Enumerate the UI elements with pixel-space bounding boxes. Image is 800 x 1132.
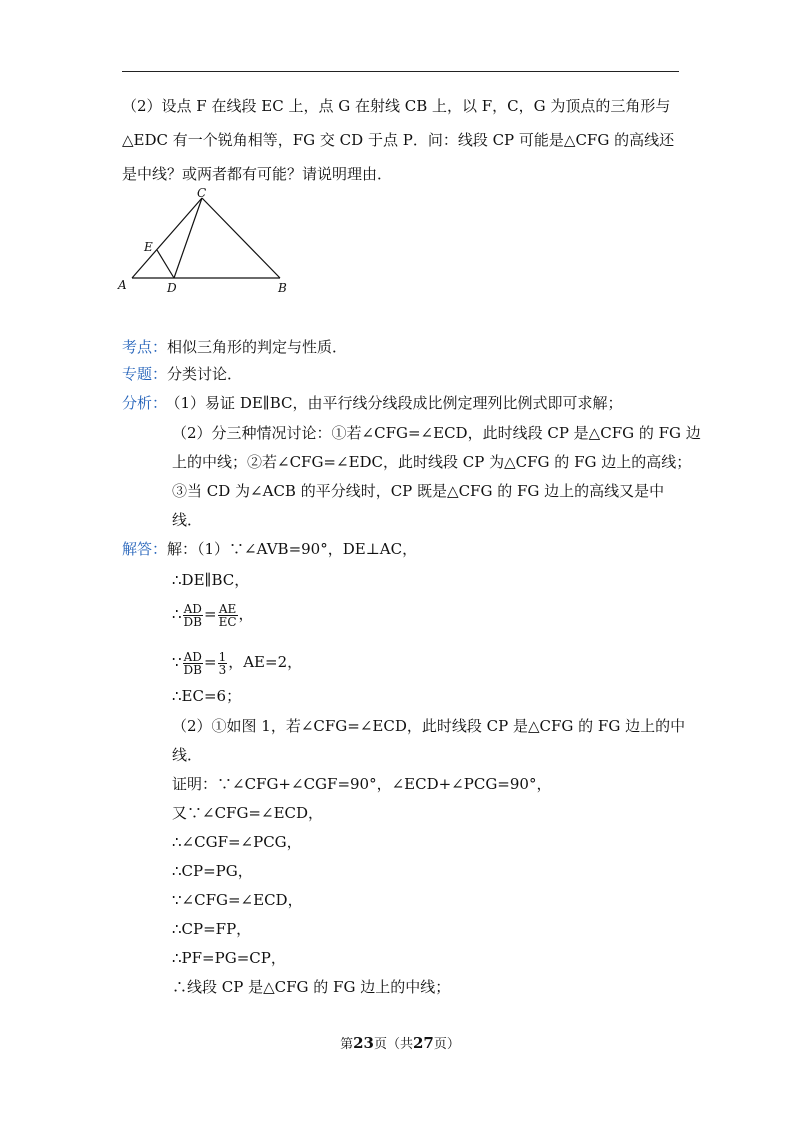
fenxi-label: 分析： [122, 394, 168, 412]
label-d: D [167, 281, 177, 295]
fraction-ad-db: $\frac{AD}{DB}$ [183, 601, 202, 629]
kaodian-line [122, 337, 347, 357]
equals-sign: = [204, 605, 217, 623]
page-number: 23 [353, 1034, 374, 1052]
jieda-line-12: ∵∠CFG=∠ECD， [172, 891, 303, 909]
fenxi-line-4: ③当 CD 为∠ACB 的平分线时，CP 既是△CFG 的 FG 边上的高线又是中 [172, 482, 665, 500]
label-c: C [197, 188, 207, 200]
segment-cb [202, 198, 280, 278]
jieda-text-1: 解：（1）∵∠AVB=90°，DE⊥AC， [167, 540, 418, 558]
zhuanti-line [122, 364, 242, 384]
jieda-line-10: ∴∠CGF=∠PCG， [172, 833, 302, 851]
jieda-label: 解答： [122, 540, 168, 558]
kaodian-label: 考点： [122, 338, 168, 356]
fraction-ae-ec: $\frac{AE}{EC}$ [218, 601, 237, 629]
jieda-line-7: 线． [172, 746, 203, 764]
segment-cd [174, 198, 202, 278]
jieda-line-3 [172, 600, 254, 628]
triangle-figure [112, 188, 302, 298]
jieda-line-11: ∴CP=PG， [172, 862, 253, 880]
total-pages: 27 [413, 1034, 434, 1052]
jieda-line-9: 又∵∠CFG=∠ECD， [172, 804, 324, 822]
zhuanti-text: 分类讨论． [167, 365, 243, 383]
fraction-ad-db-2: $\frac{AD}{DB}$ [183, 649, 202, 677]
footer-prefix: 第 [340, 1037, 354, 1052]
jieda-line-4 [172, 648, 302, 676]
fenxi-line-5: 线． [172, 511, 203, 529]
footer-middle: 页（共 [373, 1037, 413, 1052]
segment-ed [157, 250, 174, 278]
jieda-line-13: ∴CP=FP， [172, 920, 252, 938]
jieda-line-8: 证明：∵∠CFG+∠CGF=90°，∠ECD+∠PCG=90°， [172, 775, 552, 793]
label-a: A [118, 278, 127, 292]
header-rule [122, 71, 679, 72]
jieda-line-5: ∴EC=6； [172, 687, 242, 705]
equals-sign-2: = [204, 653, 217, 671]
jieda-line-2: ∴DE∥BC， [172, 571, 250, 589]
therefore-symbol: ∴ [172, 605, 182, 623]
jieda-line-1 [122, 539, 417, 559]
fenxi-line-3: 上的中线；②若∠CFG=∠EDC，此时线段 CP 为△CFG 的 FG 边上的高线； [172, 453, 692, 471]
label-b: B [278, 281, 287, 295]
footer-suffix: 页） [433, 1037, 460, 1052]
kaodian-text: 相似三角形的判定与性质． [167, 338, 348, 356]
jieda-line-15: ∴线段 CP 是△CFG 的 FG 边上的中线； [172, 978, 451, 996]
question-line-3: 是中线？或两者都有可能？请说明理由． [122, 165, 393, 183]
fenxi-text-1: （1）易证 DE∥BC，由平行线分线段成比例定理列比例式即可求解； [173, 394, 623, 412]
jieda-line-6: （2）①如图 1，若∠CFG=∠ECD，此时线段 CP 是△CFG 的 FG 边上的中 [172, 717, 686, 735]
because-symbol: ∵ [172, 653, 182, 671]
question-line-2: △EDC 有一个锐角相等，FG 交 CD 于点 P．问：线段 CP 可能是△CFG 的高线还 [122, 131, 675, 149]
jieda-line-14: ∴PF=PG=CP， [172, 949, 286, 967]
fenxi-line-2: （2）分三种情况讨论：①若∠CFG=∠ECD，此时线段 CP 是△CFG 的 FG 边 [172, 424, 701, 442]
comma: ， [238, 605, 254, 623]
ae-value: ，AE=2， [228, 653, 303, 671]
zhuanti-label: 专题： [122, 365, 168, 383]
question-line-1: （2）设点 F 在线段 EC 上，点 G 在射线 CB 上，以 F，C，G 为顶点的三角形与 [122, 97, 671, 115]
label-e: E [144, 240, 153, 254]
page-footer [0, 1033, 800, 1052]
fraction-one-third: $\frac{1}{3}$ [218, 649, 227, 677]
fenxi-line-1 [122, 393, 623, 413]
